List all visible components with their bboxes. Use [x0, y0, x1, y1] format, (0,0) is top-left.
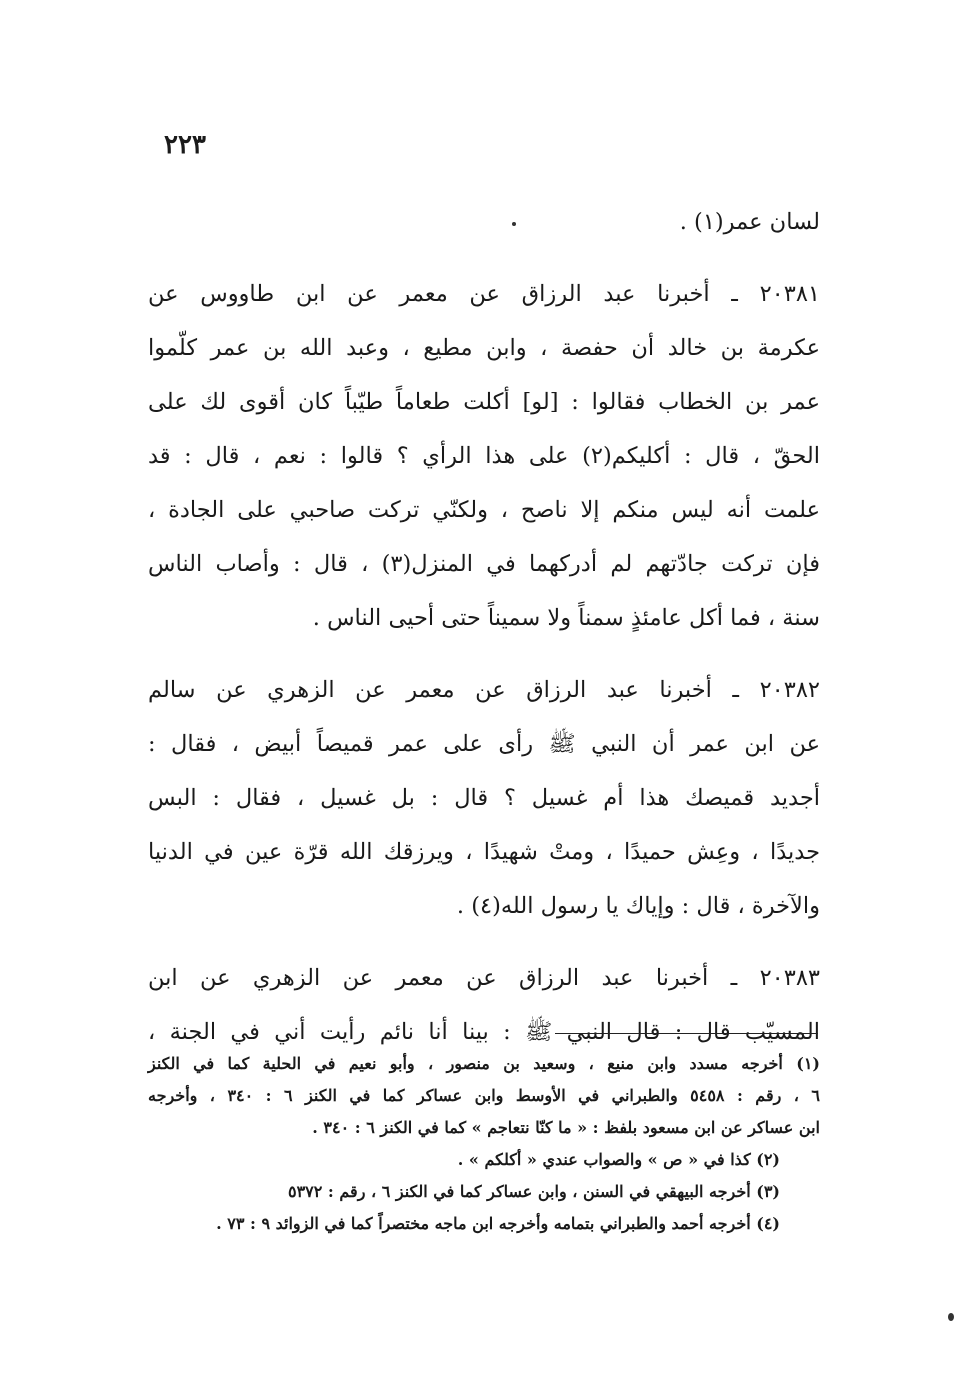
- footnote-line: (٤) أخرجه أحمد والطبراني بتمامه وأخرجه ابن ماجه مختصراً كما في الزوائد ٩ : ٧٣ .: [216, 1214, 780, 1233]
- main-text: [148, 195, 820, 1059]
- footnote-line: (١) أخرجه مسدد وابن منيع ، وسعيد بن منصور ، وأبو نعيم في الحلية كما في الكنز: [148, 1054, 820, 1073]
- paragraph-gap: [148, 249, 820, 267]
- paragraph-gap: [148, 645, 820, 663]
- text-line: أجديد قميصك هذا أم غسيل ؟ قال : بل غسيل ، فقال : البس: [148, 785, 820, 811]
- footnote-separator: [555, 1033, 818, 1034]
- footnote-line: (٢) كذا في « ص » والصواب عندي « أكلكم » .: [457, 1150, 780, 1169]
- footnote-line: ابن عساكر عن ابن مسعود بلفظ : « ما كنّا نتعاجم » كما في الكنز ٦ : ٣٤٠ .: [312, 1118, 820, 1137]
- text-line: لسان عمر(١) .: [679, 209, 820, 235]
- footnote-line: ٦ ، رقم : ٥٤٥٨ والطبراني في الأوسط وابن عساكر كما في الكنز ٦ : ٣٤٠ ، وأخرجه: [148, 1086, 820, 1105]
- footnote-line: (٣) أخرجه البيهقي في السنن ، وابن عساكر كما في الكنز ٦ ، رقم : ٥٣٧٢: [287, 1182, 780, 1201]
- text-line: عن ابن عمر أن النبي ﷺ رأى على عمر قميصاً أبيض ، فقال :: [148, 731, 820, 757]
- paragraph-gap: [148, 933, 820, 951]
- text-line: فإن تركت جادّتهم لم أدركهما في المنزل(٣) ، قال : وأصاب الناس: [148, 551, 820, 577]
- text-line: سنة ، فما أكل عامئذٍ سمناً ولا سميناً حتى أحيى الناس .: [312, 605, 820, 631]
- text-line: عكرمة بن خالد أن حفصة ، وابن مطيع ، وعبد الله بن عمر كلّموا: [148, 335, 820, 361]
- text-line: جديدًا ، وعِش حميدًا ، ومتْ شهيدًا ، ويرزقك الله قرّة عين في الدنيا: [148, 839, 820, 865]
- text-line: والآخرة ، قال : وإياك يا رسول الله(٤) .: [456, 893, 820, 919]
- scan-speck: [948, 1313, 954, 1321]
- text-line: علمت أنه ليس منكم إلا ناصح ، ولكنّي تركت صاحبي على الجادة ،: [148, 497, 820, 523]
- text-line: المسيّب قال : قال النبي ﷺ : بينا أنا نائم رأيت أني في الجنة ،: [148, 1019, 820, 1045]
- text-line: ٢٠٣٨١ ـ أخبرنا عبد الرزاق عن معمر عن ابن طاووس عن: [148, 281, 820, 307]
- footnotes: [148, 1048, 820, 1240]
- text-line: عمر بن الخطاب فقالوا : [لو] أكلت طعاماً طيّباً كان أقوى لك على: [148, 389, 820, 415]
- page-number: ٢٢٣: [164, 130, 206, 160]
- text-line: ٢٠٣٨٢ ـ أخبرنا عبد الرزاق عن معمر عن الزهري عن سالم: [148, 677, 820, 703]
- scan-speck: [512, 222, 516, 226]
- text-line: ٢٠٣٨٣ ـ أخبرنا عبد الرزاق عن معمر عن الزهري عن ابن: [148, 965, 820, 991]
- text-line: الحقّ ، قال : أكليكم(٢) على هذا الرأي ؟ قالوا : نعم ، قال : قد: [148, 443, 821, 469]
